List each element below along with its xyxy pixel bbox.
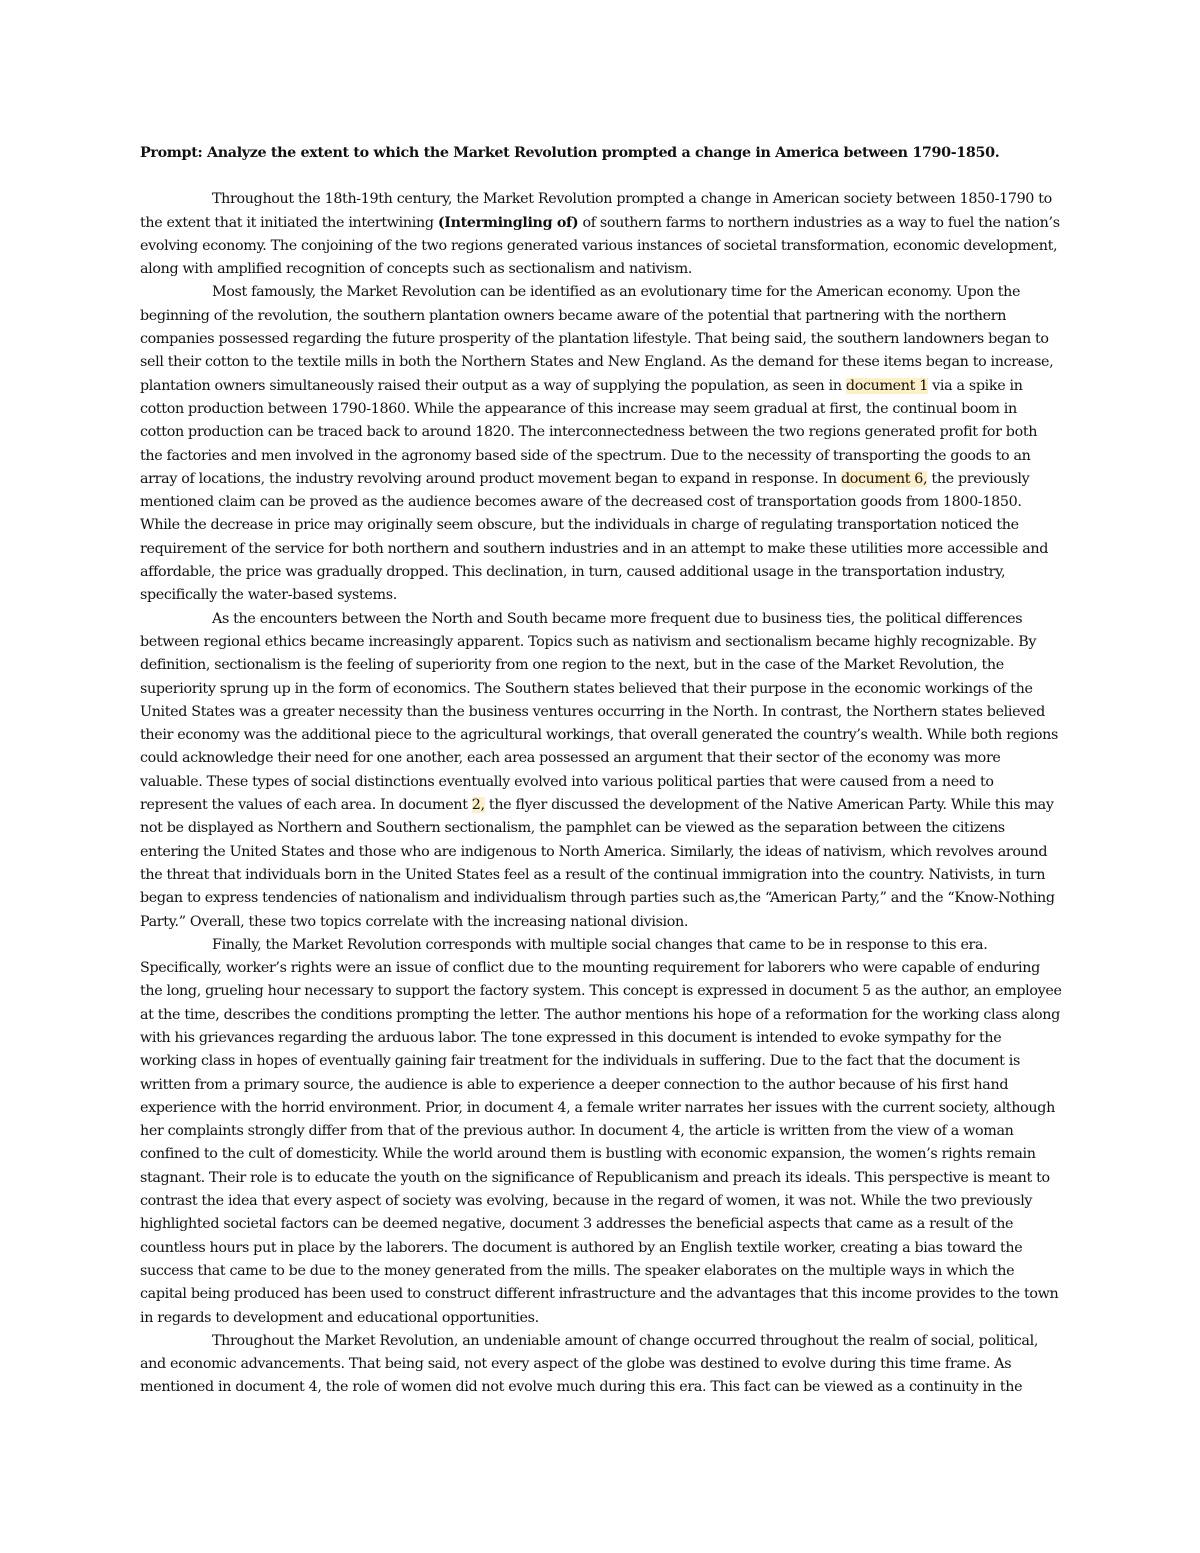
text-run: the flyer discussed the development of the Native American Party. While this may not be displayed as Northern and Southern sectionalism, the pamphlet can be viewed as the separation between the citizens entering the United States and those who are indigenous to North America. Similarly, the ideas of nativism, which revolves around the threat that individuals born in the United States feel as a result of the continual immigration into the country. Nativists, in turn began to express tendencies of nationalism and individualism through parties such as,the “American Party,” and the “Know-Nothing Party.” Overall, these two topics correlate with the increasing national division. [140,797,1055,930]
paragraph-social: Finally, the Market Revolution corresponds with multiple social changes that came to be in response to this era. Specifically, worker’s rights were an issue of conflict due to the mounting requirement for laborers who were capable of enduring the long, grueling hour necessary to support the factory system. This concept is expressed in document 5 as the author, an employee at the time, describes the conditions prompting the letter. The author mentions his hope of a reformation for the working class along with his grievances regarding the arduous labor. The tone expressed in this document is intended to evoke sympathy for the working class in hopes of eventually gaining fair treatment for the individuals in suffering. Due to the fact that the document is written from a primary source, the audience is able to experience a deeper connection to the author because of his first hand experience with the horrid environment. Prior, in document 4, a female writer narrates her issues with the current society, although her complaints strongly differ from that of the previous author. In document 4, the article is written from the view of a woman confined to the cult of domesticity. While the world around them is bustling with economic expansion, the women’s rights remain stagnant. Their role is to educate the youth on the significance of Republicanism and preach its ideals. This perspective is meant to contrast the idea that every aspect of society was evolving, because in the regard of women, it was not. While the two previously highlighted societal factors can be deemed negative, document 3 addresses the beneficial aspects that came as a result of the countless hours put in place by the laborers. The document is authored by an English textile worker, creating a bias toward the success that came to be due to the money generated from the mills. The speaker elaborates on the multiple ways in which the capital being produced has been used to construct different infrastructure and the advantages that this income provides to the town in regards to development and educational opportunities. [140,936,1062,1326]
paragraph-politics [140,608,1062,934]
highlight-document-1: document 1 [845,377,928,394]
paragraph-conclusion: Throughout the Market Revolution, an undeniable amount of change occurred throughout the realm of social, political, and economic advancements. That being said, not every aspect of the globe was destined to evolve during this time frame. As mentioned in document 4, the role of women did not evolve much during this era. This fact can be viewed as a continuity in the [140,1332,1039,1396]
text-run: Throughout the 18th-19th century, the Market Revolution prompted a change in American society between 1850-1790 to the extent that it initiated the intertwining [140,191,1052,231]
text-run: via a spike in cotton production between 1790-1860. While the appearance of this increase may seem gradual at first, the continual boom in cotton production can be traced back to around 1820. The interconnectedness between the two regions generated profit for both the factories and men involved in the agronomy based side of the spectrum. Due to the necessity of transporting the goods to an array of locations, the industry revolving around product movement began to expand in response. In [140,377,1038,487]
text-run: the previously mentioned claim can be proved as the audience becomes aware of the decreased cost of transportation goods from 1800-1850. While the decrease in price may originally seem obscure, but the individuals in charge of regulating transportation noticed the requirement of the service for both northern and southern industries and in an attempt to make these utilities more accessible and affordable, the price was gradually dropped. This declination, in turn, caused additional usage in the transportation industry, specifically the water-based systems. [140,470,1049,604]
essay-body [140,142,1062,1400]
prompt-heading: Prompt: Analyze the extent to which the Market Revolution prompted a change in America between 1790-1850. [140,145,1000,161]
paragraph-economy [140,281,1062,607]
highlight-document-6: document 6, [840,470,928,487]
highlight-document-2: 2, [471,797,485,814]
text-run: of southern farms to northern industries as a way to fuel the nation’s evolving economy. The conjoining of the two regions generated various instances of societal transformation, economic development, along with amplified recognition of concepts such as sectionalism and nativism. [140,214,1060,278]
text-run: As the encounters between the North and South became more frequent due to business ties, the political differences between regional ethics became increasingly apparent. Topics such as nativism and sectionalism became highly recognizable. By definition, sectionalism is the feeling of superiority from one region to the next, but in the case of the Market Revolution, the superiority sprung up in the form of economics. The Southern states believed that their purpose in the economic workings of the United States was a greater necessity than the business ventures occurring in the North. In contrast, the Northern states believed their economy was the additional piece to the agricultural workings, that overall generated the country’s wealth. While both regions could acknowledge their need for one another, each area possessed an argument that their sector of the economy was more valuable. These types of social distinctions eventually evolved into various political parties that were caused from a need to represent the values of each area. In document [140,610,1058,814]
bold-insertion: (Intermingling of) [437,214,579,231]
paragraph-intro [140,188,1062,281]
text-run: Most famously, the Market Revolution can be identified as an evolutionary time for the American economy. Upon the beginning of the revolution, the southern plantation owners became aware of the potential that partnering with the northern companies possessed regarding the future prosperity of the plantation lifestyle. That being said, the southern landowners began to sell their cotton to the textile mills in both the Northern States and New England. As the demand for these items began to increase, plantation owners simultaneously raised their output as a way of supplying the population, as seen in [140,284,1054,394]
